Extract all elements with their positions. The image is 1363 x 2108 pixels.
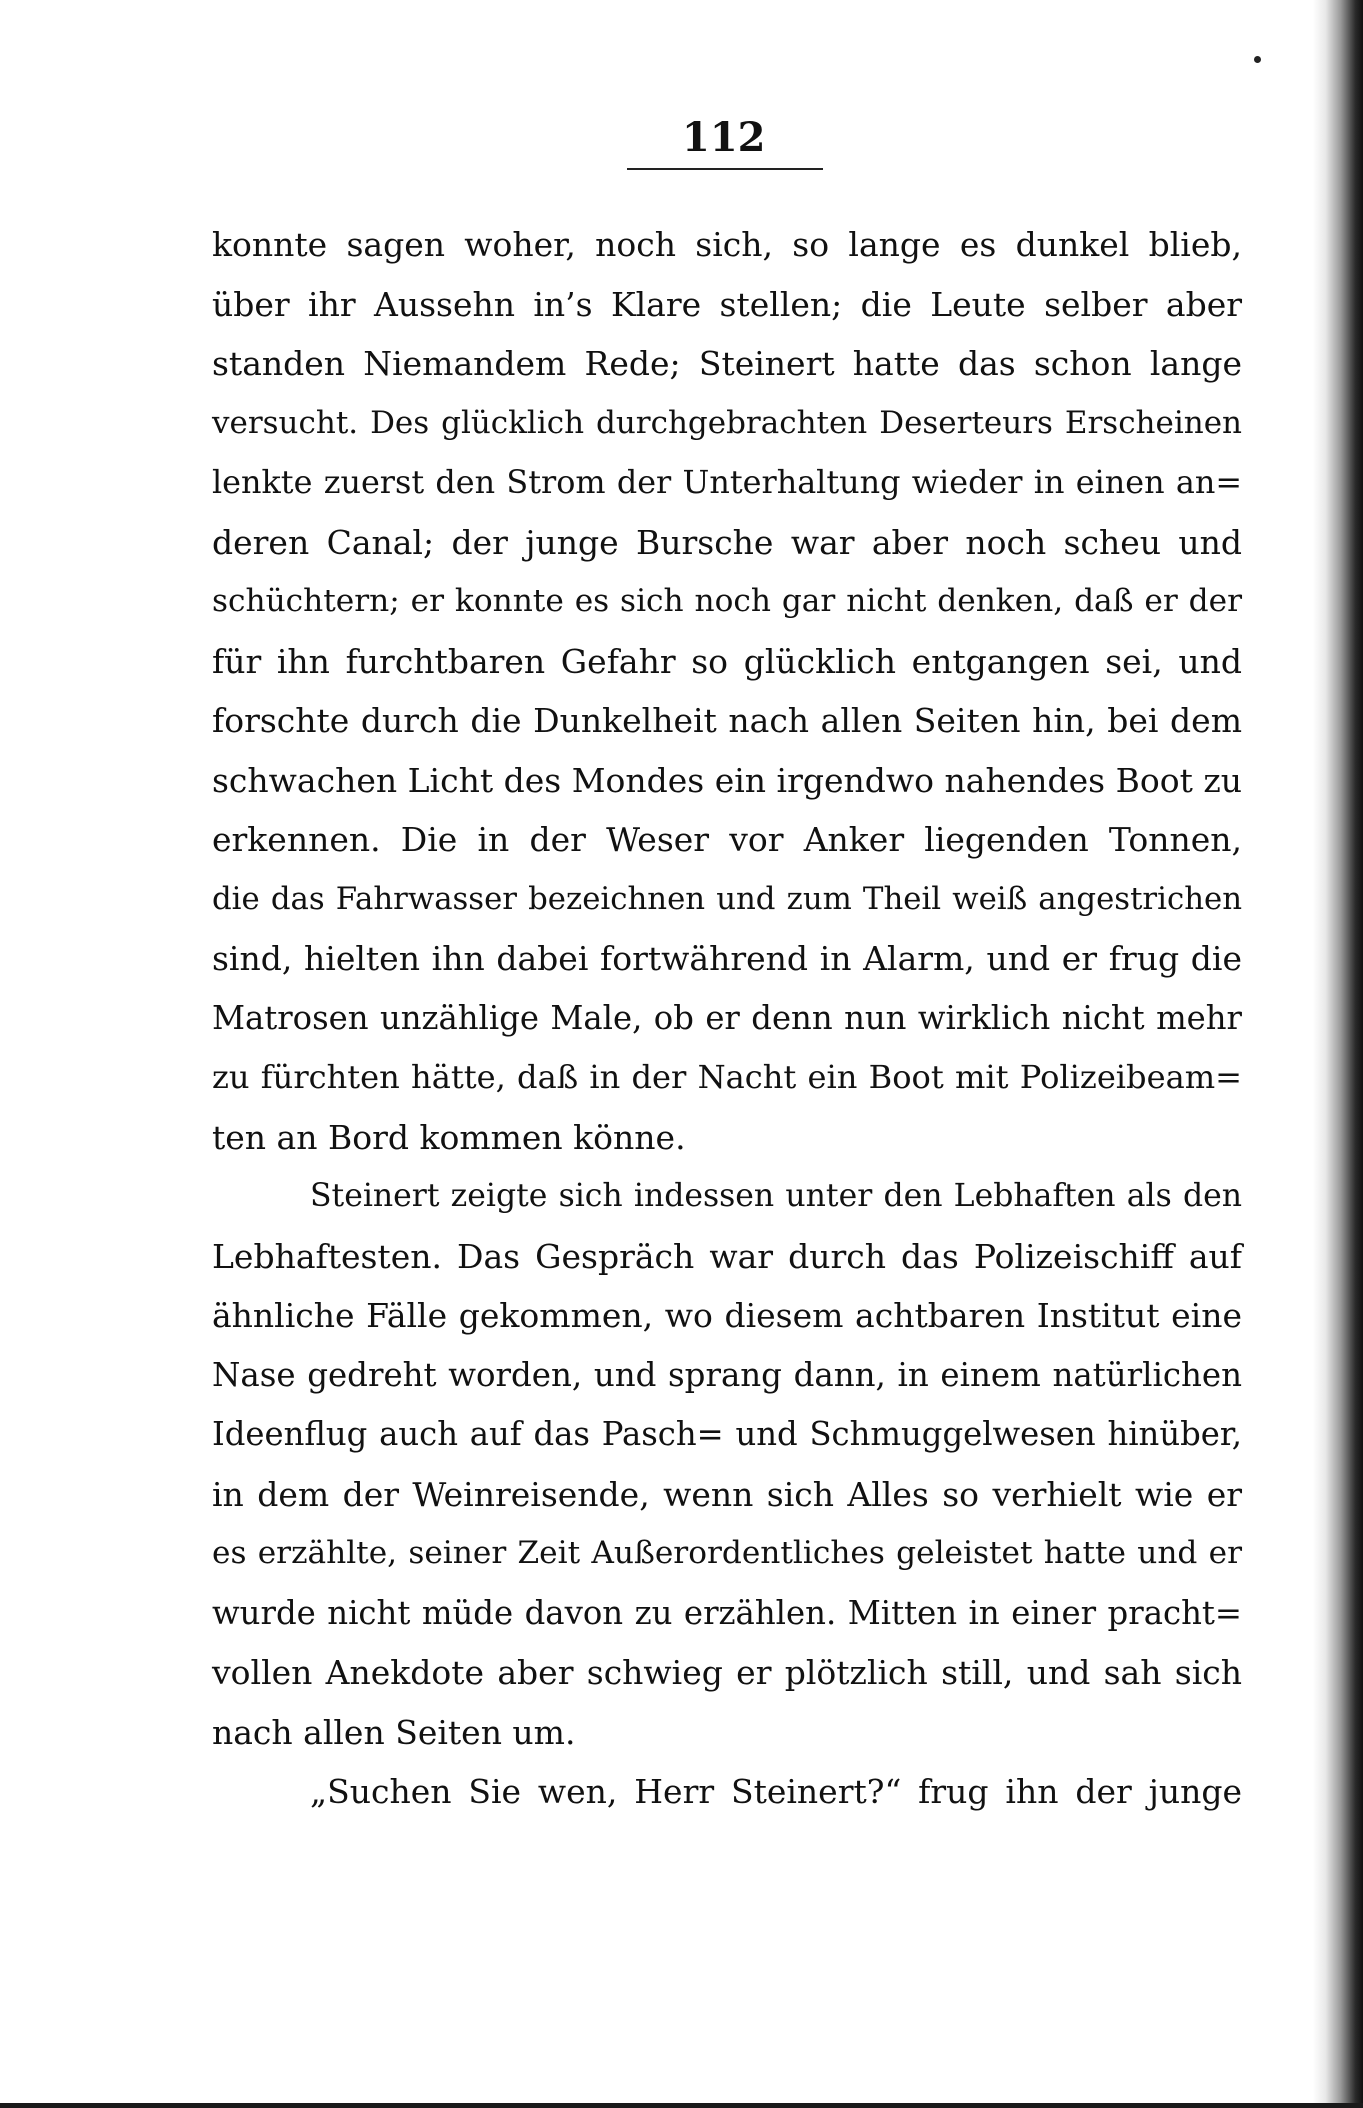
text-line: Ideenflug auch auf das Pasch= und Schmuggelwesen hinüber, xyxy=(212,1415,1242,1453)
header-rule xyxy=(627,168,823,170)
text-line: vollen Anekdote aber schwieg er plötzlich still, und sah sich xyxy=(212,1653,1242,1692)
text-line: ähnliche Fälle gekommen, wo diesem achtbaren Institut eine xyxy=(212,1296,1242,1335)
text-line: sind, hielten ihn dabei fortwährend in Alarm, und er frug die xyxy=(212,939,1242,978)
text-line: schwachen Licht des Mondes ein irgendwo nahendes Boot zu xyxy=(212,760,1242,800)
text-line: Matrosen unzählige Male, ob er denn nun wirklich nicht mehr xyxy=(212,998,1242,1037)
text-line: Lebhaftesten. Das Gespräch war durch das Polizeischiff auf xyxy=(212,1236,1242,1276)
page-number: 112 xyxy=(682,114,766,161)
text-line: zu fürchten hätte, daß in der Nacht ein Boot mit Polizeibeam= xyxy=(212,1058,1242,1096)
text-line: lenkte zuerst den Strom der Unterhaltung wieder in einen an= xyxy=(212,463,1242,501)
text-line: Nase gedreht worden, und sprang dann, in einem natürlichen xyxy=(212,1355,1242,1394)
text-line: für ihn furchtbaren Gefahr so glücklich entgangen sei, und xyxy=(212,641,1242,681)
text-line: konnte sagen woher, noch sich, so lange es dunkel blieb, xyxy=(212,225,1242,264)
bottom-rule xyxy=(0,2103,1363,2108)
text-line: forschte durch die Dunkelheit nach allen Seiten hin, bei dem xyxy=(212,701,1242,740)
body-text xyxy=(212,215,1242,1822)
text-line: es erzählte, seiner Zeit Außerordentliches geleistet hatte und er xyxy=(212,1535,1242,1571)
text-line: wurde nicht müde davon zu erzählen. Mitten in einer pracht= xyxy=(212,1593,1242,1632)
text-line: die das Fahrwasser bezeichnen und zum Theil weiß angestrichen xyxy=(212,880,1242,917)
text-line: in dem der Weinreisende, wenn sich Alles so verhielt wie er xyxy=(212,1474,1242,1514)
ink-speck xyxy=(1254,56,1261,63)
text-line: deren Canal; der junge Bursche war aber noch scheu und xyxy=(212,522,1242,562)
text-line: „Suchen Sie wen, Herr Steinert?“ frug ihn der junge xyxy=(310,1772,1242,1811)
text-line: erkennen. Die in der Weser vor Anker liegenden Tonnen, xyxy=(212,820,1242,859)
text-line: Steinert zeigte sich indessen unter den Lebhaften als den xyxy=(310,1178,1242,1214)
text-line: standen Niemandem Rede; Steinert hatte das schon lange xyxy=(212,344,1242,383)
text-line: schüchtern; er konnte es sich noch gar nicht denken, daß er der xyxy=(212,583,1242,619)
text-line: über ihr Aussehn in’s Klare stellen; die Leute selber aber xyxy=(212,284,1242,324)
text-line: ten an Bord kommen könne. xyxy=(212,1117,686,1157)
text-line: versucht. Des glücklich durchgebrachten Deserteurs Erscheinen xyxy=(212,404,1242,441)
text-line: nach allen Seiten um. xyxy=(212,1712,576,1752)
page-edge-shadow xyxy=(1313,0,1363,2108)
